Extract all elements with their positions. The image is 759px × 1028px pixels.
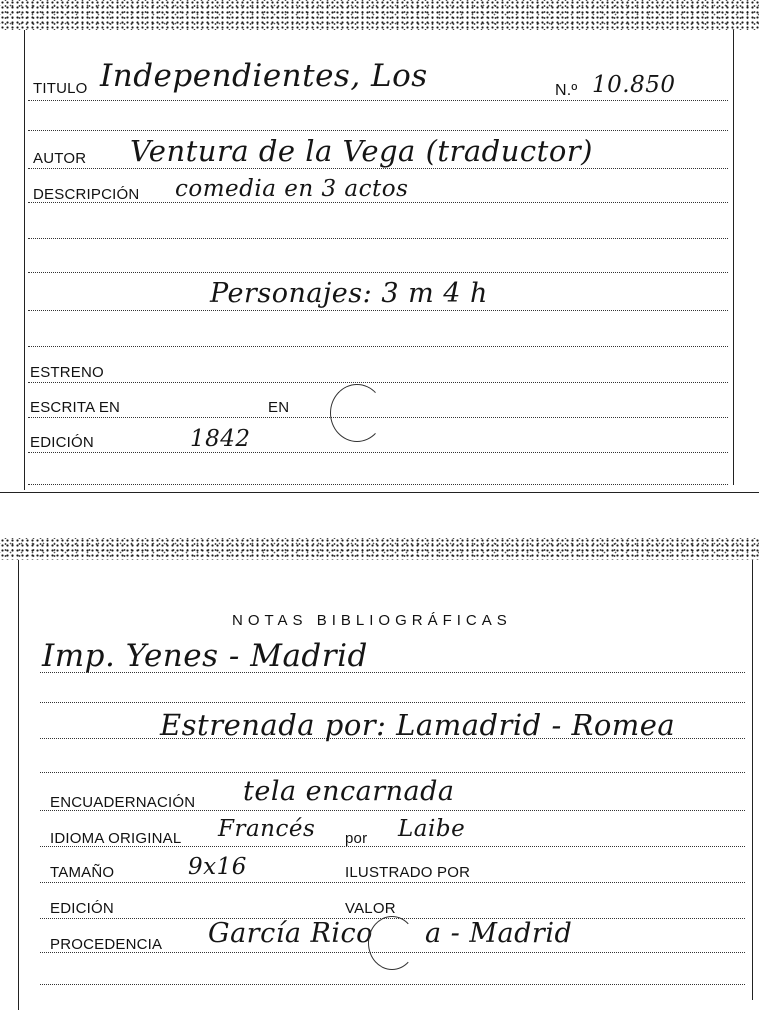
catalog-card-top <box>0 0 759 495</box>
ruled-line <box>28 484 728 485</box>
idioma-original-label: IDIOMA ORIGINAL <box>50 830 182 847</box>
autor-label: AUTOR <box>33 150 87 167</box>
ruled-line <box>28 310 728 311</box>
ilustrado-por-label: ILUSTRADO POR <box>345 864 471 881</box>
card-left-border <box>24 30 25 490</box>
ruled-line <box>40 702 745 703</box>
valor-label: VALOR <box>345 900 396 917</box>
escrita-en-label: ESCRITA EN <box>30 399 121 416</box>
tamano-value: 9x16 <box>188 854 247 880</box>
ruled-line <box>28 100 728 101</box>
tamano-label: TAMAÑO <box>50 864 115 881</box>
ruled-line <box>40 772 745 773</box>
notas-line-2: Estrenada por: Lamadrid - Romea <box>160 708 676 742</box>
stamp-mark <box>368 916 416 970</box>
edicion-value: 1842 <box>190 426 251 452</box>
torn-edge <box>0 538 759 560</box>
procedencia-value: García Rico <box>208 918 373 949</box>
stamp-mark <box>330 384 384 442</box>
autor-value: Ventura de la Vega (traductor) <box>130 134 593 168</box>
por-label: por <box>345 830 368 847</box>
en-label: EN <box>268 399 290 416</box>
estreno-label: ESTRENO <box>30 364 104 381</box>
card-right-border <box>733 30 734 485</box>
personajes-value: Personajes: 3 m 4 h <box>210 278 488 309</box>
encuadernacion-label: ENCUADERNACIÓN <box>50 794 196 811</box>
ruled-line <box>28 346 728 347</box>
numero-label: N.º <box>555 82 578 99</box>
torn-edge <box>0 0 759 30</box>
por-value: Laibe <box>398 816 466 842</box>
procedencia-label: PROCEDENCIA <box>50 936 163 953</box>
card-separator <box>0 492 759 493</box>
titulo-value: Independientes, Los <box>100 58 428 94</box>
descripcion-value: comedia en 3 actos <box>175 176 409 202</box>
ruled-line <box>28 452 728 453</box>
ruled-line <box>40 984 745 985</box>
idioma-original-value: Francés <box>218 816 316 842</box>
ruled-line <box>40 882 745 883</box>
ruled-line <box>28 238 728 239</box>
numero-value: 10.850 <box>592 72 676 98</box>
edicion-label: EDICIÓN <box>50 900 114 917</box>
notas-bibliograficas-title: NOTAS BIBLIOGRÁFICAS <box>232 612 512 629</box>
ruled-line <box>28 272 728 273</box>
titulo-label: TITULO <box>33 80 88 97</box>
card-right-border <box>752 560 753 1000</box>
edicion-label: EDICIÓN <box>30 434 94 451</box>
ruled-line <box>28 130 728 131</box>
encuadernacion-value: tela encarnada <box>243 776 455 807</box>
ruled-line <box>28 382 728 383</box>
card-left-border <box>18 560 19 1010</box>
procedencia-value-2: a - Madrid <box>425 918 573 949</box>
descripcion-label: DESCRIPCIÓN <box>33 186 140 203</box>
ruled-line <box>28 168 728 169</box>
catalog-card-bottom <box>0 538 759 1028</box>
notas-line-1: Imp. Yenes - Madrid <box>42 638 368 674</box>
